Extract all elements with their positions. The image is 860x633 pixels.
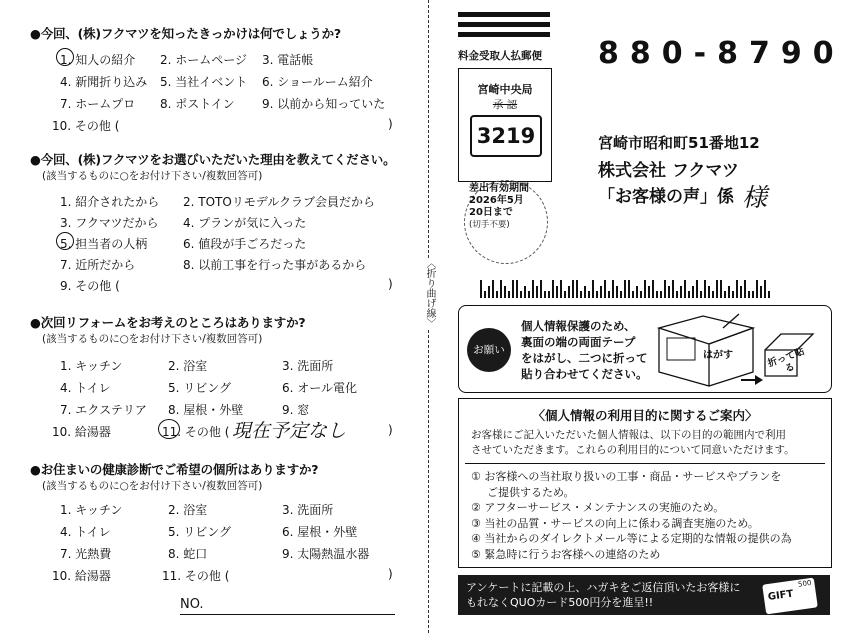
request-badge: お願い [467, 328, 511, 372]
barcode-bar [740, 286, 742, 298]
gift-banner-line-2: もれなくQUOカード500円分を進呈!! [466, 596, 654, 609]
q1-option-4[interactable]: 4. 新聞折り込み [60, 75, 148, 89]
privacy-usage-item: ③ 当社の品質・サービスの向上に係わる調査実施のため。 [471, 516, 759, 530]
barcode-bar [576, 280, 578, 298]
form-number-line [180, 614, 395, 615]
barcode-bar [480, 280, 482, 298]
gift-banner-line-1: アンケートに記載の上、ハガキをご返信頂いたお客様に [466, 581, 741, 594]
barcode-bar [724, 291, 726, 298]
q1-close-paren: ) [388, 117, 393, 131]
barcode-bar [732, 291, 734, 298]
barcode-bar [648, 286, 650, 298]
recipient-department: 「お客様の声」係 [598, 187, 734, 207]
gift-card-icon [762, 578, 818, 615]
q2-option-8[interactable]: 8. 以前工事を行った事があるから [183, 258, 367, 272]
barcode-bar [656, 291, 658, 298]
privacy-usage-intro-2: させていただきます。これらの利用目的について同意いただけます。 [471, 444, 795, 456]
barcode-bar [720, 280, 722, 298]
recipient-address: 宮崎市昭和町51番地12 [598, 134, 760, 152]
postal-bar-1 [458, 12, 550, 17]
barcode-bar [736, 280, 738, 298]
barcode-bar [748, 291, 750, 298]
barcode-bar [560, 280, 562, 298]
q2-option-6[interactable]: 6. 値段が手ごろだった [183, 237, 307, 251]
privacy-usage-list [471, 469, 792, 562]
barcode-bar [664, 280, 666, 298]
barcode-bar [612, 280, 614, 298]
deadline-line-4: (切手不要) [469, 220, 510, 230]
privacy-instruction-line-4: 貼り合わせてください。 [521, 367, 648, 381]
peel-label: はがす [703, 350, 733, 361]
barcode-bar [660, 291, 662, 298]
barcode-bar [728, 286, 730, 298]
q1-option-10[interactable]: 10. その他 ( [52, 119, 120, 133]
q3-option-7[interactable]: 7. エクステリア [60, 403, 147, 417]
barcode-bar [636, 286, 638, 298]
barcode-bar [516, 280, 518, 298]
barcode-bar [760, 286, 762, 298]
q3-option-9[interactable]: 9. 窓 [282, 403, 310, 417]
barcode-bar [704, 280, 706, 298]
barcode-bar [744, 280, 746, 298]
barcode-bar [668, 286, 670, 298]
privacy-instruction-line-1: 個人情報保護のため、 [521, 319, 636, 333]
q3-option-11[interactable]: 11. その他 ( [162, 425, 230, 439]
barcode-bar [628, 280, 630, 298]
barcode-bar [684, 280, 686, 298]
q2-option-3[interactable]: 3. フクマツだから [60, 216, 159, 230]
q4-question: ●お住まいの健康診断でご希望の個所はありますか? [30, 462, 319, 477]
barcode-bar [512, 280, 514, 298]
barcode-bar [504, 286, 506, 298]
gift-card-label: GIFT [767, 588, 795, 604]
privacy-usage-item: ご提供するため。 [487, 485, 575, 499]
q3-question: ●次回リフォームをお考えのところはありますか? [30, 315, 306, 330]
q2-option-4[interactable]: 4. プランが気に入った [183, 216, 307, 230]
barcode-bar [564, 291, 566, 298]
deadline-line-3: 20日まで [469, 207, 513, 218]
q1-circle-mark [56, 48, 74, 66]
q2-close-paren: ) [388, 277, 393, 291]
barcode-bar [540, 280, 542, 298]
barcode-bar [580, 291, 582, 298]
q1-option-7[interactable]: 7. ホームプロ [60, 97, 136, 111]
q3-option-2[interactable]: 2. 浴室 [168, 359, 208, 373]
deadline-line-2: 2026年5月 [469, 195, 524, 206]
gift-banner [458, 575, 830, 615]
barcode-bar [676, 291, 678, 298]
questionnaire-panel [0, 0, 420, 633]
postage-mark-label: 料金受取人払郵便 [458, 50, 542, 62]
privacy-usage-item: ④ 当社からのダイレクトメール等による定期的な情報の提供の為 [471, 532, 792, 545]
postal-bar-2 [458, 22, 550, 27]
privacy-usage-item: ⑤ 緊急時に行うお客様への連絡のため [471, 547, 661, 561]
gift-card-price: 500 [797, 578, 812, 589]
barcode-bar [552, 280, 554, 298]
barcode-bar [652, 280, 654, 298]
q1-option-1[interactable]: 1. 知人の紹介 [60, 53, 136, 67]
postal-approval-label: 承 認 [492, 99, 518, 111]
q3-option-1[interactable]: 1. キッチン [60, 359, 123, 373]
q4-option-3[interactable]: 3. 洗面所 [282, 503, 334, 517]
q1-option-5[interactable]: 5. 当社イベント [160, 75, 248, 89]
privacy-instruction-line-2: 裏面の端の両面テープ [521, 335, 636, 349]
postcode: 880-8790 [598, 36, 845, 71]
barcode-bar [536, 286, 538, 298]
customer-barcode [480, 280, 770, 298]
barcode-bar [600, 286, 602, 298]
barcode-bar [572, 280, 574, 298]
q2-option-9[interactable]: 9. その他 ( [60, 279, 120, 293]
fold-line-label: 〈折り曲げ線〉 [421, 258, 435, 328]
privacy-usage-divider [465, 463, 825, 464]
q3-handwritten-answer: 現在予定なし [232, 420, 347, 442]
privacy-usage-title: 〈個人情報の利用目的に関するご案内〉 [532, 408, 758, 423]
privacy-usage-intro-1: お客様にご記入いただいた個人情報は、以下の目的の範囲内で利用 [471, 429, 786, 441]
barcode-bar [588, 291, 590, 298]
postal-bar-3 [458, 32, 550, 37]
q4-option-6[interactable]: 6. 屋根・外壁 [282, 525, 358, 539]
q4-option-9[interactable]: 9. 太陽熱温水器 [282, 547, 370, 561]
barcode-bar [548, 291, 550, 298]
barcode-bar [496, 291, 498, 298]
barcode-bar [596, 291, 598, 298]
barcode-bar [696, 280, 698, 298]
barcode-bar [632, 291, 634, 298]
q1-option-3[interactable]: 3. 電話帳 [262, 53, 314, 67]
q1-question: ●今回、(株)フクマツを知ったきっかけは何でしょうか? [30, 26, 341, 41]
q2-note: (該当するものに○をお付け下さい/複数回答可) [42, 170, 263, 182]
q3-note: (該当するものに○をお付け下さい/複数回答可) [42, 333, 263, 345]
q4-option-2[interactable]: 2. 浴室 [168, 503, 208, 517]
postal-deadline [469, 183, 529, 231]
gift-banner-text [466, 580, 740, 610]
barcode-bar [616, 286, 618, 298]
barcode-bar [756, 280, 758, 298]
barcode-bar [508, 291, 510, 298]
barcode-bar [692, 286, 694, 298]
barcode-bar [672, 280, 674, 298]
q1-option-8[interactable]: 8. ポストイン [160, 97, 235, 111]
deadline-line-1: 差出有効期間 [469, 183, 529, 194]
barcode-bar [568, 286, 570, 298]
q4-option-1[interactable]: 1. キッチン [60, 503, 123, 517]
barcode-bar [528, 291, 530, 298]
barcode-bar [764, 280, 766, 298]
privacy-instruction-line-3: をはがし、二つに折って [521, 351, 648, 365]
barcode-bar [492, 280, 494, 298]
q3-option-3[interactable]: 3. 洗面所 [282, 359, 334, 373]
privacy-usage-intro [471, 428, 795, 458]
barcode-bar [520, 291, 522, 298]
barcode-bar [708, 286, 710, 298]
barcode-bar [644, 280, 646, 298]
barcode-bar [584, 286, 586, 298]
q3-circle-mark [158, 419, 180, 439]
barcode-bar [640, 291, 642, 298]
q3-close-paren: ) [388, 423, 393, 437]
q4-option-11[interactable]: 11. その他 ( [162, 569, 230, 583]
barcode-bar [604, 280, 606, 298]
barcode-bar [624, 280, 626, 298]
privacy-usage-item: ① お客様への当社取り扱いの工事・商品・サービスやプランを [471, 470, 782, 483]
q1-option-2[interactable]: 2. ホームページ [160, 53, 248, 67]
privacy-usage-box [458, 398, 832, 568]
q4-option-5[interactable]: 5. リビング [168, 525, 232, 539]
q2-question: ●今回、(株)フクマツをお選びいただいた理由を教えてください。 [30, 152, 396, 167]
q1-option-9[interactable]: 9. 以前から知っていた [262, 97, 386, 111]
q4-option-8[interactable]: 8. 蛇口 [168, 547, 208, 561]
q1-option-6[interactable]: 6. ショールーム紹介 [262, 75, 373, 89]
q2-option-1[interactable]: 1. 紹介されたから [60, 195, 160, 209]
fold-stick-label: 折って貼る [766, 346, 806, 375]
postal-approval-stamp [458, 68, 552, 182]
q2-option-7[interactable]: 7. 近所だから [60, 258, 136, 272]
barcode-bar [488, 286, 490, 298]
q2-circle-mark [56, 232, 74, 250]
q2-option-2[interactable]: 2. TOTOリモデルクラブ会員だから [183, 195, 375, 209]
barcode-bar [524, 286, 526, 298]
q3-option-6[interactable]: 6. オール電化 [282, 381, 358, 395]
handwritten-sama: 様 [742, 183, 768, 212]
q4-option-7[interactable]: 7. 光熱費 [60, 547, 112, 561]
q4-note: (該当するものに○をお付け下さい/複数回答可) [42, 480, 263, 492]
q4-close-paren: ) [388, 567, 393, 581]
q2-option-5[interactable]: 5. 担当者の人柄 [60, 237, 148, 251]
barcode-bar [688, 291, 690, 298]
barcode-bar [716, 280, 718, 298]
barcode-bar [544, 291, 546, 298]
q4-option-10[interactable]: 10. 給湯器 [52, 569, 111, 583]
barcode-bar [620, 291, 622, 298]
barcode-bar [700, 291, 702, 298]
barcode-bar [752, 291, 754, 298]
q4-option-4[interactable]: 4. トイレ [60, 525, 111, 539]
q3-option-4[interactable]: 4. トイレ [60, 381, 111, 395]
q3-option-5[interactable]: 5. リビング [168, 381, 232, 395]
q3-option-8[interactable]: 8. 屋根・外壁 [168, 403, 244, 417]
privacy-instruction-text [521, 318, 648, 382]
barcode-bar [500, 280, 502, 298]
barcode-bar [484, 291, 486, 298]
barcode-bar [608, 291, 610, 298]
q3-option-10[interactable]: 10. 給湯器 [52, 425, 111, 439]
barcode-bar [680, 286, 682, 298]
barcode-bar [592, 280, 594, 298]
privacy-instruction-box [458, 305, 832, 393]
postal-office: 宮崎中央局 [477, 83, 533, 96]
postal-approval-number: 3219 [470, 115, 542, 157]
barcode-bar [768, 291, 770, 298]
privacy-usage-item: ② アフターサービス・メンテナンスの実施のため。 [471, 501, 725, 514]
form-number-label: NO. [180, 597, 204, 612]
barcode-bar [556, 286, 558, 298]
barcode-bar [532, 280, 534, 298]
recipient-company: 株式会社 フクマツ [598, 161, 739, 181]
barcode-bar [712, 291, 714, 298]
